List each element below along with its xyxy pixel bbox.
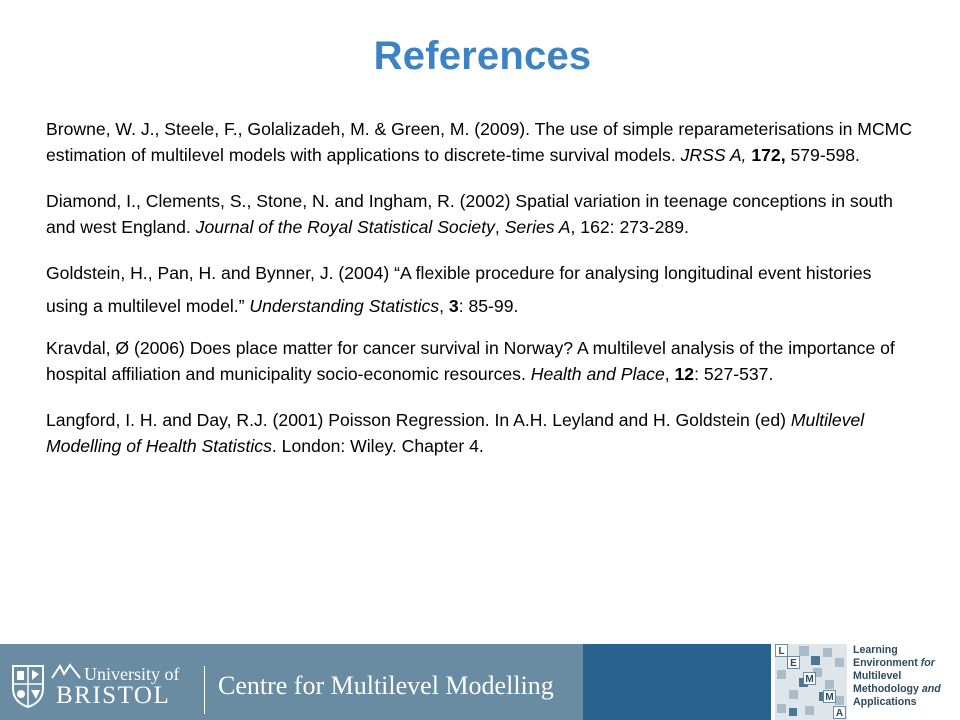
reference-pages: , 162: 273-289.: [570, 217, 689, 237]
reference-text: Browne, W. J., Steele, F., Golalizadeh, M. & Green, M. (2009). The use of simple reparameterisations in MCMC estimation of multilevel models with applications to discrete-time survival models.: [46, 119, 913, 165]
lemma-letter: E: [790, 658, 797, 669]
reference-book: Multilevel Modelling of Health Statistics: [46, 410, 865, 456]
reference-journal: JRSS A,: [680, 145, 747, 165]
lemma-line: Multilevel: [853, 670, 902, 682]
lemma-title: [853, 644, 941, 709]
reference-series: Series A: [504, 217, 571, 237]
reference-pages: 579-598.: [785, 145, 860, 165]
centre-name: Centre for Multilevel Modelling: [218, 671, 554, 700]
reference-journal: Journal of the Royal Statistical Society: [195, 217, 495, 237]
reference-volume: 172,: [751, 145, 786, 165]
reference-volume: 3: [448, 296, 459, 316]
footer-divider: [204, 666, 205, 714]
reference-goldstein-2004: Goldstein, H., Pan, H. and Bynner, J. (2004) “A flexible procedure for analysing longitudinal event histories using a multilevel model.” Understanding Statistics, 3: 85-99.: [46, 263, 872, 316]
reference-volume: 12: [674, 364, 695, 384]
lemma-line: Learning: [853, 644, 898, 656]
university-of-label: University of: [84, 664, 180, 684]
lemma-line: Methodology and: [853, 683, 941, 695]
reference-browne-2009: [46, 116, 914, 168]
reference-langford-2001: [46, 407, 914, 459]
footer-band-bristol: [0, 644, 583, 720]
slide-title: References: [373, 34, 592, 78]
footer-banner: [0, 636, 960, 720]
reference-diamond-2002: Diamond, I., Clements, S., Stone, N. and Ingham, R. (2002) Spatial variation in teenage conceptions in south and west England. Journal of the Royal Statistical Society, Series A, 162: 273-289.: [46, 191, 893, 237]
lemma-grid-icon: [775, 644, 847, 720]
university-name: BRISTOL: [56, 682, 171, 709]
reference-text: Langford, I. H. and Day, R.J. (2001) Poisson Regression. In A.H. Leyland and H. Goldstein (ed): [46, 410, 791, 430]
reference-journal: Health and Place: [530, 364, 665, 384]
reference-kravdal-2006: Kravdal, Ø (2006) Does place matter for cancer survival in Norway? A multilevel analysis of the importance of hospital affiliation and municipality socio-economic resources. Health and Place, 12: 527-537.: [46, 338, 895, 384]
lemma-letter: M: [805, 674, 814, 685]
lemma-logo: [771, 636, 960, 720]
reference-journal: Understanding Statistics: [249, 296, 440, 316]
reference-text: Diamond, I., Clements, S., Stone, N. and Ingham, R. (2002) Spatial variation in teenage conceptions in south and west England.: [46, 191, 893, 237]
reference-list: [46, 116, 914, 479]
lemma-line: Environment for: [853, 657, 935, 669]
lemma-line: Applications: [853, 696, 917, 708]
lemma-letter: L: [778, 646, 785, 657]
footer-band-accent: [583, 644, 771, 720]
reference-text: Kravdal, Ø (2006) Does place matter for cancer survival in Norway? A multilevel analysis of the importance of hospital affiliation and municipality socio-economic resources.: [46, 338, 895, 384]
bristol-wave-icon: [50, 662, 82, 682]
lemma-letter: M: [825, 692, 834, 703]
reference-publisher: . London: Wiley. Chapter 4.: [271, 436, 484, 456]
reference-pages: : 85-99.: [458, 296, 519, 316]
reference-text: Goldstein, H., Pan, H. and Bynner, J. (2004) “A flexible procedure for analysing longitudinal event histories using a multilevel model.”: [46, 263, 872, 316]
lemma-letter: A: [835, 708, 844, 719]
university-crest-icon: [10, 664, 46, 708]
reference-pages: : 527-537.: [694, 364, 774, 384]
